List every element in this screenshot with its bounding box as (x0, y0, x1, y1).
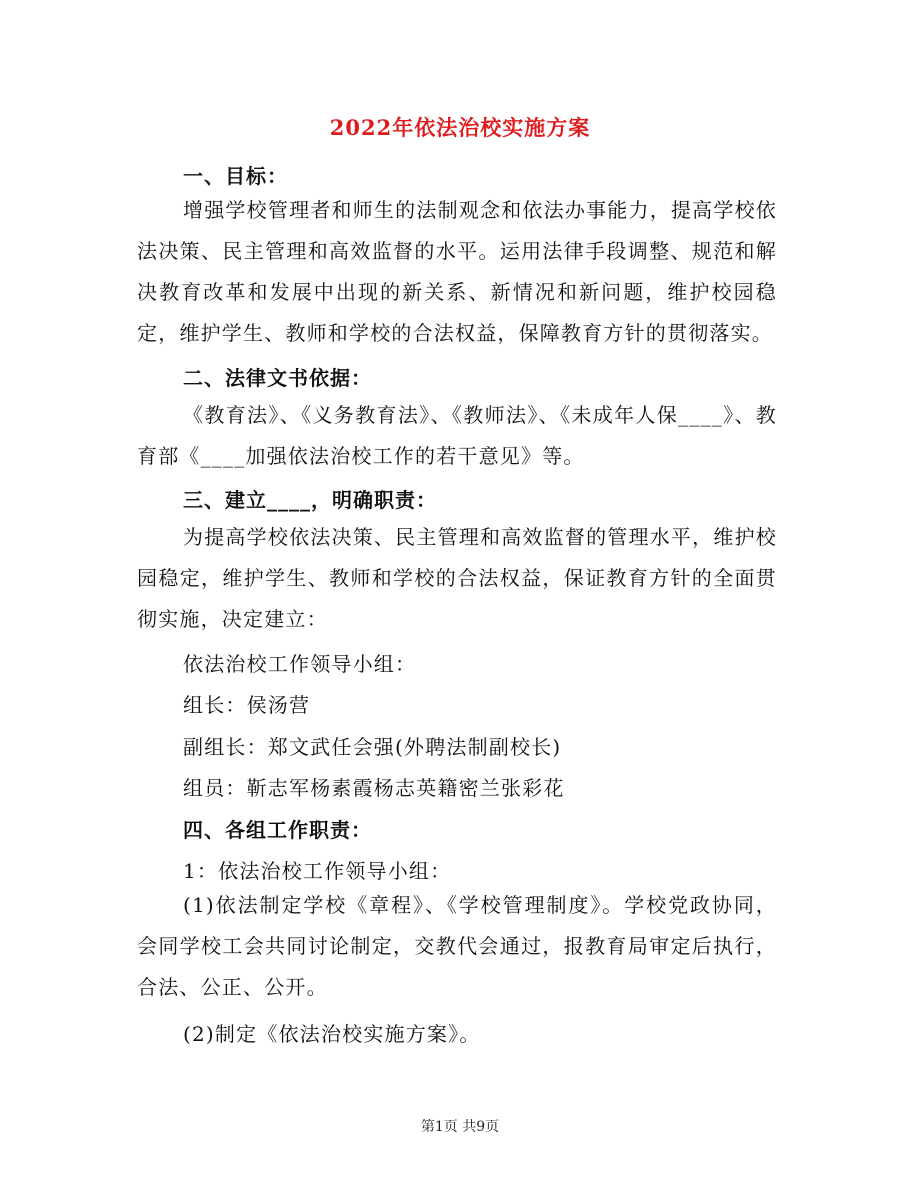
text-line: 1：依法治校工作领导小组： (183, 859, 452, 883)
list-item: (1)依法制定学校《章程》、《学校管理制度》。学校党政协同，会同学校工会共同讨论制定，交教代会通过，报教育局审定后执行，合法、公正、公开。 (137, 893, 777, 999)
page-footer: 第1页 共9页 (420, 1119, 500, 1135)
paragraph: 增强学校管理者和师生的法制观念和依法办事能力，提高学校依法决策、民主管理和高效监督的水平。运用法律手段调整、规范和解决教育改革和发展中出现的新关系、新情况和新问题，维护校园稳定，维护学生、教师和学校的合法权益，保障教育方针的贯彻落实。 (137, 198, 777, 345)
document-title: 2022年依法治校实施方案 (329, 115, 591, 140)
section-heading: 三、建立____，明确职责： (183, 488, 437, 512)
text-line: 副组长：郑文武任会强(外聘法制副校长) (183, 735, 562, 759)
text-line: 组员：靳志军杨素霞杨志英籍密兰张彩花 (183, 776, 565, 800)
section-heading: 二、法律文书依据： (183, 366, 372, 390)
paragraph: 《教育法》、《义务教育法》、《教师法》、《未成年人保____》、教育部《____加强依法治校工作的若干意见》等。 (137, 403, 777, 468)
section-heading: 一、目标： (183, 164, 288, 188)
text-line: 组长：侯汤营 (183, 693, 311, 717)
section-heading: 四、各组工作职责： (183, 818, 372, 842)
text-line: 依法治校工作领导小组： (183, 652, 417, 676)
paragraph: 为提高学校依法决策、民主管理和高效监督的管理水平，维护校园稳定，维护学生、教师和学校的合法权益，保证教育方针的全面贯彻实施，决定建立： (137, 525, 777, 631)
list-item: (2)制定《依法治校实施方案》。 (183, 1022, 481, 1046)
